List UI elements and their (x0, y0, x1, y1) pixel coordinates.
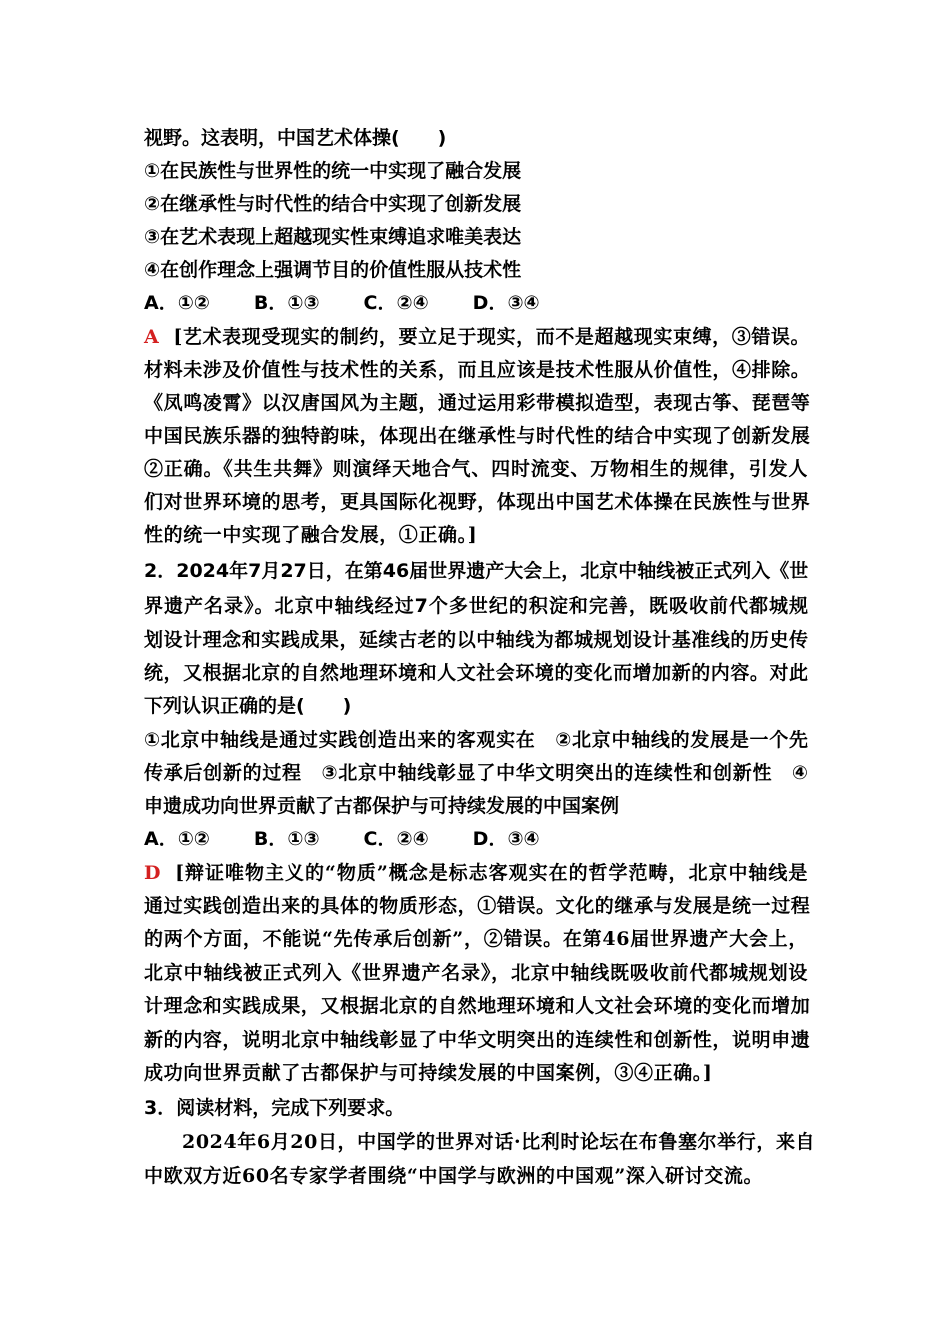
q2-explanation-line: 的两个方面，不能说“先传承后创新”，②错误。在第46届世界遗产大会上， (144, 928, 808, 950)
q2-choices (144, 823, 808, 856)
q2-choice-d: D．③④ (472, 828, 540, 850)
q2-stem-line: 统，又根据北京的自然地理环境和人文社会环境的变化而增加新的内容。对此 (144, 662, 808, 684)
q1-choice-b: B．①③ (253, 292, 320, 314)
q2-stem-line: 下列认识正确的是( ) (144, 695, 352, 717)
q1-stem-tail: 视野。这表明，中国艺术体操( ) (144, 127, 447, 149)
q3-material-line: 2024年6月20日，中国学的世界对话·比利时论坛在布鲁塞尔举行，来自 (182, 1131, 816, 1153)
q1-explanation-line: 性的统一中实现了融合发展，①正确。] (144, 524, 478, 546)
q1-answer-letter: A (144, 326, 160, 348)
q1-option-2: ②在继承性与时代性的结合中实现了创新发展 (144, 193, 522, 215)
q1-choice-d: D．③④ (472, 292, 540, 314)
q1-explanation-line: A [艺术表现受现实的制约，要立足于现实，而不是超越现实束缚，③错误。 (144, 326, 811, 348)
q1-explanation-line: ②正确。《共生共舞》则演绎天地合气、四时流变、万物相生的规律，引发人 (144, 458, 808, 480)
q2-choice-b: B．①③ (253, 828, 320, 850)
q2-option-line: 传承后创新的过程 ③北京中轴线彰显了中华文明突出的连续性和创新性 ④ (144, 762, 808, 784)
q2-explanation-line: D [辩证唯物主义的“物质”概念是标志客观实在的哲学范畴，北京中轴线是 (144, 862, 808, 884)
q2-stem-line: 界遗产名录》。北京中轴线经过7个多世纪的积淀和完善，既吸收前代都城规 (144, 595, 808, 617)
q1-choices (144, 287, 808, 320)
q2-stem-line: 划设计理念和实践成果，延续古老的以中轴线为都城规划设计基准线的历史传 (144, 629, 808, 651)
q1-option-3: ③在艺术表现上超越现实性束缚追求唯美表达 (144, 226, 522, 248)
q2-stem-line: 2．2024年7月27日，在第46届世界遗产大会上，北京中轴线被正式列入《世 (144, 560, 809, 582)
q2-answer-letter: D (144, 862, 162, 884)
q1-choice-c: C．②④ (363, 292, 429, 314)
q3-stem: 3．阅读材料，完成下列要求。 (144, 1097, 405, 1119)
q2-explanation-line: 北京中轴线被正式列入《世界遗产名录》，北京中轴线既吸收前代都城规划设 (144, 962, 808, 984)
q2-explanation-line: 通过实践创造出来的具体的物质形态，①错误。文化的继承与发展是统一过程 (144, 895, 811, 917)
q1-explanation-line: 们对世界环境的思考，更具国际化视野，体现出中国艺术体操在民族性与世界 (144, 491, 811, 513)
q2-choice-a: A．①② (144, 828, 210, 850)
q1-explanation-line: 材料未涉及价值性与技术性的关系，而且应该是技术性服从价值性，④排除。 (144, 359, 811, 381)
q2-option-line: ①北京中轴线是通过实践创造出来的客观实在 ②北京中轴线的发展是一个先 (144, 729, 808, 751)
q1-choice-a: A．①② (144, 292, 210, 314)
q1-option-4: ④在创作理念上强调节目的价值性服从技术性 (144, 259, 522, 281)
q2-explanation-line: 计理念和实践成果，又根据北京的自然地理环境和人文社会环境的变化而增加 (144, 995, 811, 1017)
q1-explanation-line: 中国民族乐器的独特韵味，体现出在继承性与时代性的结合中实现了创新发展 (144, 425, 811, 447)
q1-option-1: ①在民族性与世界性的统一中实现了融合发展 (144, 160, 522, 182)
q2-explanation-line: 新的内容，说明北京中轴线彰显了中华文明突出的连续性和创新性，说明申遗 (144, 1029, 811, 1051)
q2-explanation-line: 成功向世界贡献了古都保护与可持续发展的中国案例，③④正确。] (144, 1062, 713, 1084)
q2-choice-c: C．②④ (363, 828, 429, 850)
q3-material-line: 中欧双方近60名专家学者围绕“中国学与欧洲的中国观”深入研讨交流。 (144, 1165, 764, 1187)
q1-explanation-line: 《凤鸣凌霄》以汉唐国风为主题，通过运用彩带模拟造型，表现古筝、琵琶等 (144, 392, 811, 414)
q2-option-line: 申遗成功向世界贡献了古都保护与可持续发展的中国案例 (144, 795, 620, 817)
